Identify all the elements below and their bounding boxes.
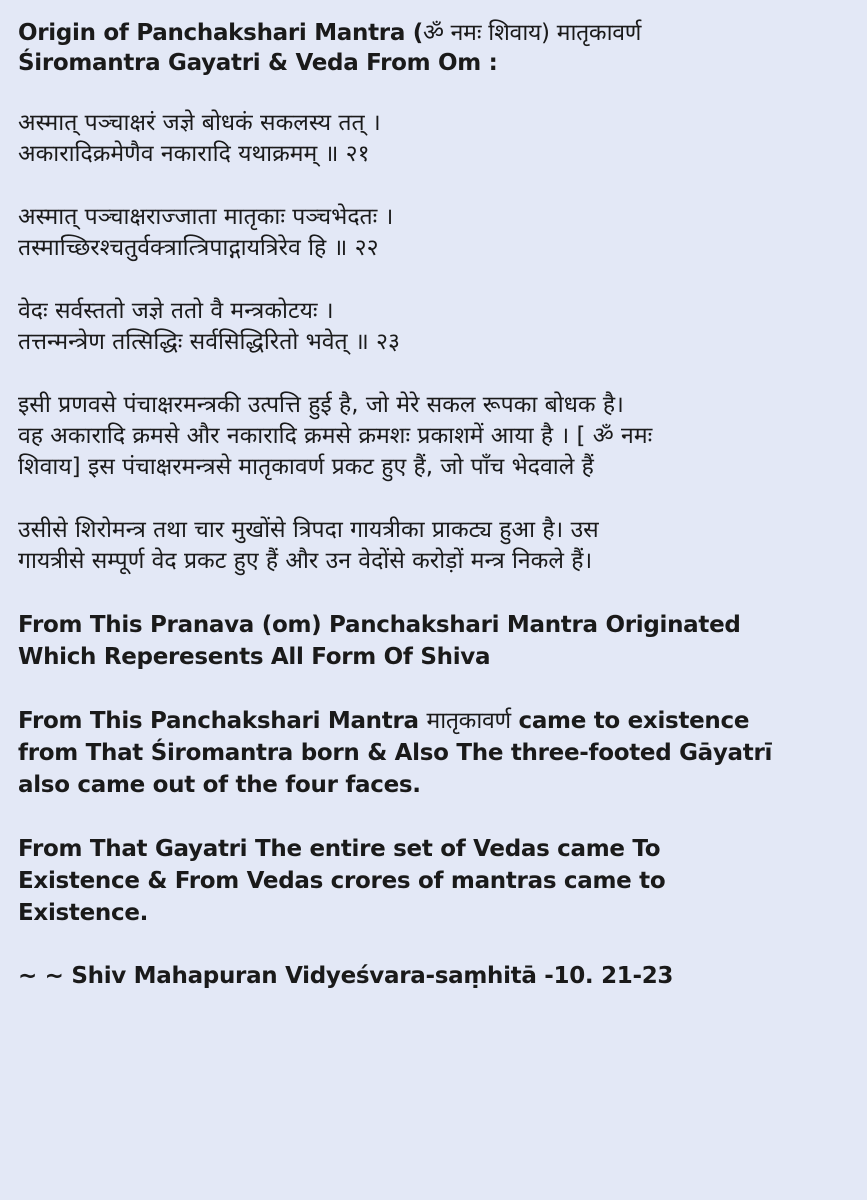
hindi-line: शिवाय] इस पंचाक्षरमन्त्रसे मातृकावर्ण प्रकट हुए हैं, जो पाँच भेदवाले हैं [18, 454, 594, 480]
hindi-line: गायत्रीसे सम्पूर्ण वेद प्रकट हुए हैं और उन वेदोंसे करोड़ों मन्त्र निकले हैं। [18, 548, 593, 574]
verse-line: तत्तन्मन्त्रेण तत्सिद्धिः सर्वसिद्धिरितो भवेत् ॥ २३ [18, 329, 400, 355]
english-paragraph-1 [18, 609, 849, 673]
document-title [18, 18, 849, 78]
english-line: From That Gayatri The entire set of Vedas came To [18, 836, 661, 862]
english-paragraph-3 [18, 833, 849, 929]
hindi-line: इसी प्रणवसे पंचाक्षरमन्त्रकी उत्पत्ति हुई है, जो मेरे सकल रूपका बोधक है। [18, 392, 624, 418]
title-line-1: Origin of Panchakshari Mantra (ॐ नमः शिवाय) मातृकावर्ण [18, 20, 642, 46]
english-line: From This Panchakshari Mantra मातृकावर्ण came to existence [18, 708, 750, 734]
hindi-paragraph-1 [18, 390, 849, 483]
verse-line: वेदः सर्वस्ततो जज्ञे ततो वै मन्त्रकोटयः । [18, 298, 334, 324]
verse-23 [18, 296, 849, 358]
citation: ~ ~ Shiv Mahapuran Vidyeśvara-saṃhitā -10. 21-23 [18, 963, 674, 989]
english-line: from That Śiromantra born & Also The three-footed Gāyatrī [18, 740, 773, 766]
hindi-line: उसीसे शिरोमन्त्र तथा चार मुखोंसे त्रिपदा गायत्रीका प्राकट्य हुआ है। उस [18, 517, 599, 543]
hindi-line: वह अकारादि क्रमसे और नकारादि क्रमसे क्रमशः प्रकाशमें आया है । [ ॐ नमः [18, 423, 653, 449]
verse-22 [18, 202, 849, 264]
hindi-paragraph-2 [18, 515, 849, 577]
verse-line: अस्मात् पञ्चाक्षरं जज्ञे बोधकं सकलस्य तत् । [18, 110, 381, 136]
title-line-2: Śiromantra Gayatri & Veda From Om : [18, 50, 498, 76]
english-line: Existence. [18, 900, 149, 926]
english-paragraph-2 [18, 705, 849, 801]
english-line: Which Reperesents All Form Of Shiva [18, 644, 491, 670]
english-line: From This Pranava (om) Panchakshari Mantra Originated [18, 612, 741, 638]
verse-line: अस्मात् पञ्चाक्षराज्जाता मातृकाः पञ्चभेदतः । [18, 204, 394, 230]
verse-line: तस्माच्छिरश्चतुर्वक्त्रात्त्रिपाद्गायत्रिरेव हि ॥ २२ [18, 235, 379, 261]
english-line: also came out of the four faces. [18, 772, 421, 798]
english-line: Existence & From Vedas crores of mantras came to [18, 868, 666, 894]
verse-21 [18, 108, 849, 170]
verse-line: अकारादिक्रमेणैव नकारादि यथाक्रमम् ॥ २१ [18, 141, 370, 167]
